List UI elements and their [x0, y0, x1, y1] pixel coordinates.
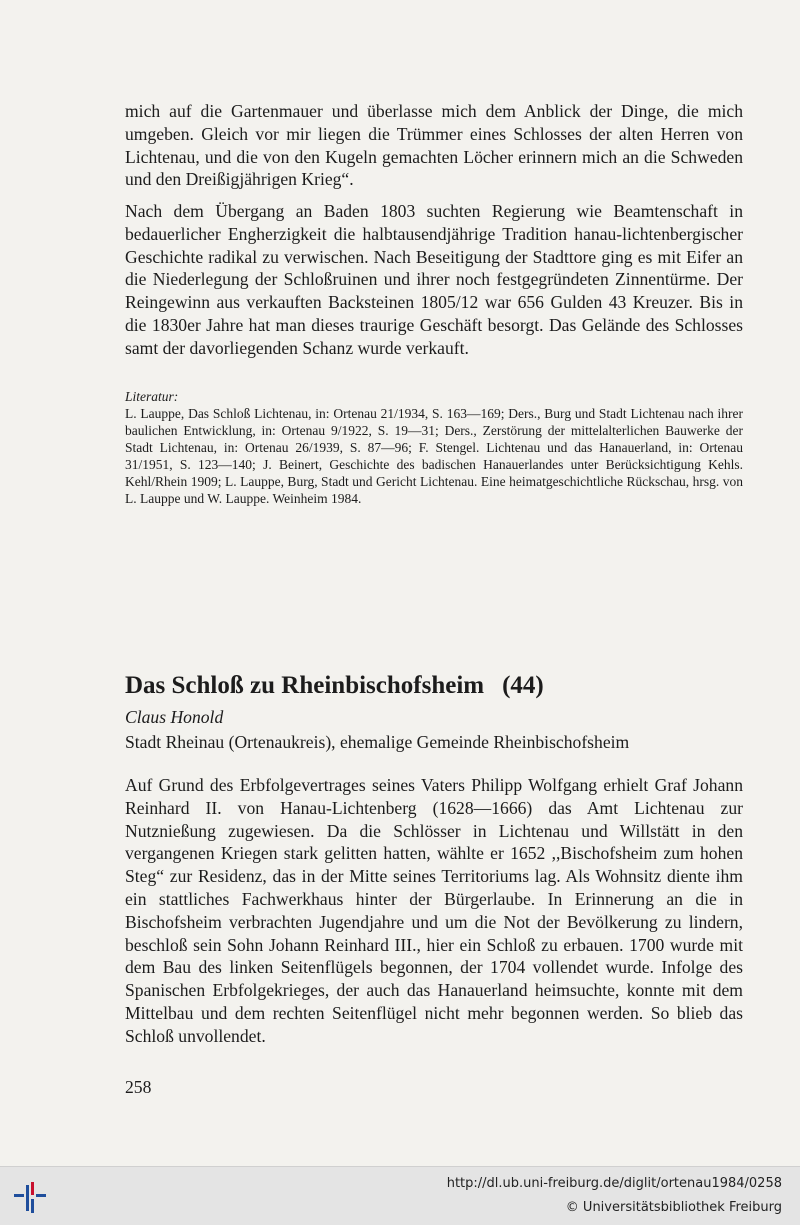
footer-url-link[interactable]: http://dl.ub.uni-freiburg.de/diglit/ortenau1984/0258 [446, 1176, 782, 1191]
literature-references: L. Lauppe, Das Schloß Lichtenau, in: Ortenau 21/1934, S. 163—169; Ders., Burg und Stadt Lichtenau nach ihrer baulichen Entwicklung, in: Ortenau 9/1922, S. 19—31; Ders., Zerstörung der mittelalterlichen Bauwerke der Stadt Lichtenau, in: Ortenau 26/1939, S. 87—96; F. Stengel. Lichtenau und das Hanauerland, in: Ortenau 31/1951, S. 123—140; J. Beinert, Geschichte des badischen Hanauerlandes unter Berücksichtigung Kehls. Kehl/Rhein 1909; L. Lauppe, Burg, Stadt und Gericht Lichtenau. Eine heimatgeschichtliche Rückschau, hrsg. von L. Lauppe und W. Lauppe. Weinheim 1984. [125, 406, 743, 506]
rheinbischofsheim-text-block [125, 774, 743, 1048]
section-heading [125, 670, 743, 702]
page-number: 258 [125, 1077, 152, 1097]
literature-title: Literatur: [125, 389, 179, 404]
baden-text-block [125, 200, 743, 360]
author-name: Claus Honold [125, 707, 224, 727]
paragraph-rheinbischofsheim: Auf Grund des Erbfolgevertrages seines Vaters Philipp Wolfgang erhielt Graf Johann Reinhard II. von Hanau-Lichtenberg (1628—1666) das Amt Lichtenau zur Nutznießung zugewiesen. Da die Schlösser in Lichtenau und Willstätt in den vergangenen Kriegen stark gelitten hatten, wählte er 1652 ,,Bischofsheim zum hohen Steg“ zur Residenz, das in der Mitte seines Territoriums lag. Als Wohnsitz diente ihm ein stattliches Fachwerkhaus hinter der Bürgerlaube. In Erinnerung an die in Bischofsheim verbrachten Jugendjahre und um die Not der Bevölkerung zu lindern, beschloß sein Sohn Johann Reinhard III., hier ein Schloß zu erbauen. 1700 wurde mit dem Bau des linken Seitenflügels begonnen, der 1704 vollendet wurde. Infolge des Spanischen Erbfolgekrieges, der auch das Hanauerland heimsuchte, konnte mit dem Mittelbau und dem rechten Seitenflügel nicht mehr begonnen werden. So blieb das Schloß unvollendet. [125, 775, 743, 1046]
footer-copyright: © Universitätsbibliothek Freiburg [565, 1200, 782, 1215]
literature-section [125, 388, 743, 507]
viewer-footer [0, 1166, 800, 1225]
paragraph-baden: Nach dem Übergang an Baden 1803 suchten Regierung wie Beamtenschaft in bedauerlicher Engherzigkeit die halbtausendjährige Tradition hanau-lichtenbergischer Geschichte radikal zu verwischen. Nach Beseitigung der Stadttore ging es mit Eifer an die Niederlegung der Schloßruinen und ihrer noch festgegründeten Zinnentürme. Der Reingewinn aus verkauften Backsteinen 1805/12 war 656 Gulden 43 Kreuzer. Bis in die 1830er Jahre hat man dieses traurige Geschäft besorgt. Das Gelände des Schlosses samt der davorliegenden Schanz wurde verkauft. [125, 201, 743, 358]
section-heading-number: (44) [502, 672, 544, 699]
section-heading-title: Das Schloß zu Rheinbischofsheim [125, 672, 485, 699]
continued-text-block [125, 100, 743, 191]
location-subtitle: Stadt Rheinau (Ortenaukreis), ehemalige Gemeinde Rheinbischofsheim [125, 732, 630, 752]
ub-freiburg-logo-icon[interactable] [12, 1179, 48, 1215]
paragraph-continuation: mich auf die Gartenmauer und überlasse mich dem Anblick der Dinge, die mich umgeben. Gleich vor mir liegen die Trümmer eines Schlosses der alten Herren von Lichtenau, und die von den Kugeln gemachten Löcher erinnern mich an die Schweden und den Dreißigjährigen Krieg“. [125, 101, 743, 190]
